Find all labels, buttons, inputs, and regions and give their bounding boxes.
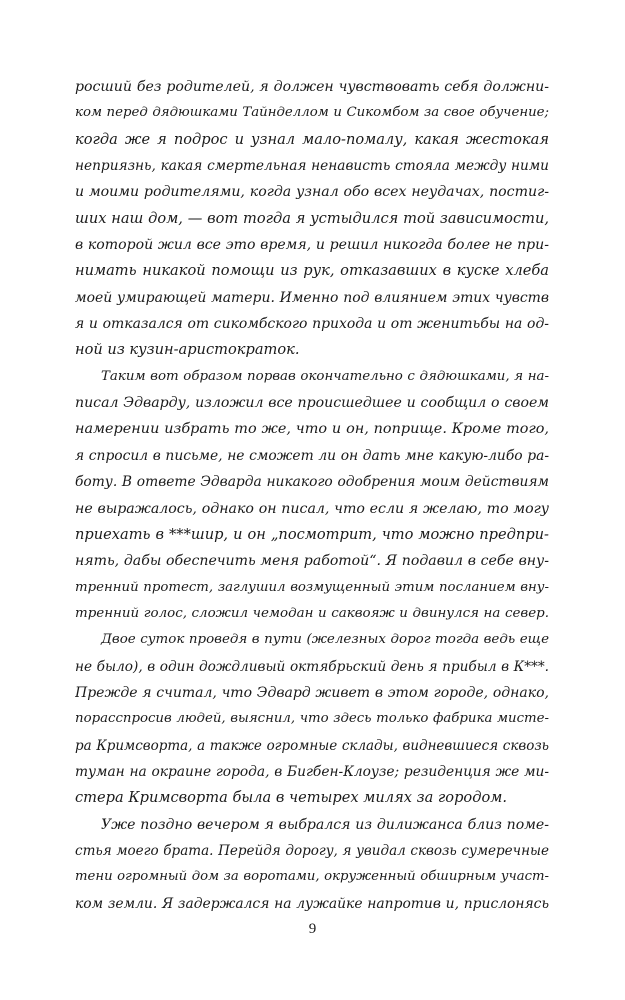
text-line: тренний протест, заглушил возмущенный этим посланием вну-: [75, 579, 549, 595]
text-line: я спросил в письме, не сможет ли он дать мне какую-либо ра-: [75, 447, 549, 464]
text-line: моей умирающей матери. Именно под влиянием этих чувств: [75, 289, 549, 306]
text-line: Таким вот образом порвав окончательно с дядюшками, я на-: [101, 368, 549, 384]
text-line: неприязнь, какая смертельная ненависть стояла между ними: [75, 158, 549, 175]
text-line: тени огромный дом за воротами, окруженный обширным участ-: [75, 869, 549, 885]
text-line: ком перед дядюшками Тайнделлом и Сикомбом за свое обучение;: [75, 105, 549, 121]
text-line: и моими родителями, когда узнал обо всех неудачах, постиг-: [75, 184, 549, 201]
text-line: в которой жил все это время, и решил никогда более не при-: [75, 237, 549, 254]
text-line: намерении избрать то же, что и он, поприще. Кроме того,: [75, 421, 549, 438]
text-line: нимать никакой помощи из рук, отказавших в куске хлеба: [75, 262, 549, 280]
text-line: писал Эдварду, изложил все происшедшее и сообщил о своем: [75, 395, 549, 412]
text-line: боту. В ответе Эдварда никакого одобрения моим действиям: [75, 474, 549, 491]
text-line: не выражалось, однако он писал, что если я желаю, то могу: [75, 500, 549, 517]
text-line: приехать в ***шир, и он „посмотрит, что можно предпри-: [75, 525, 549, 543]
text-line: Прежде я считал, что Эдвард живет в этом городе, однако,: [75, 684, 549, 701]
text-line: тренний голос, сложил чемодан и саквояж и двинулся на север.: [75, 605, 549, 621]
text-line: я и отказался от сикомбского прихода и от женитьбы на од-: [75, 316, 549, 333]
text-line: ком земли. Я задержался на лужайке напротив и, прислонясь: [75, 895, 549, 912]
text-line: Двое суток проведя в пути (железных дорог тогда ведь еще: [101, 632, 549, 648]
text-line: стера Кримсворта была в четырех милях за городом.: [75, 789, 507, 807]
text-line: порасспросив людей, выяснил, что здесь только фабрика мисте-: [75, 711, 549, 727]
text-line: ра Кримсворта, а также огромные склады, видневшиеся сквозь: [75, 737, 549, 754]
text-line: не было), в один дождливый октябрьский день я прибыл в К***.: [75, 658, 549, 675]
body-text: [75, 74, 549, 917]
text-line: ной из кузин-аристократок.: [75, 341, 300, 359]
text-line: нять, дабы обеспечить меня работой“. Я подавил в себе вну-: [75, 553, 549, 570]
text-line: росший без родителей, я должен чувствовать себя должни-: [75, 79, 549, 95]
text-line: Уже поздно вечером я выбрался из дилижанса близ поме-: [101, 816, 549, 833]
text-line: стья моего брата. Перейдя дорогу, я увидал сквозь сумеречные: [75, 842, 549, 859]
page-number: 9: [308, 921, 317, 937]
text-line: когда же я подрос и узнал мало-помалу, какая жестокая: [75, 130, 549, 148]
text-line: туман на окраине города, в Бигбен-Клоузе; резиденция же ми-: [75, 763, 549, 780]
text-line: ших наш дом, — вот тогда я устыдился той зависимости,: [75, 209, 549, 227]
